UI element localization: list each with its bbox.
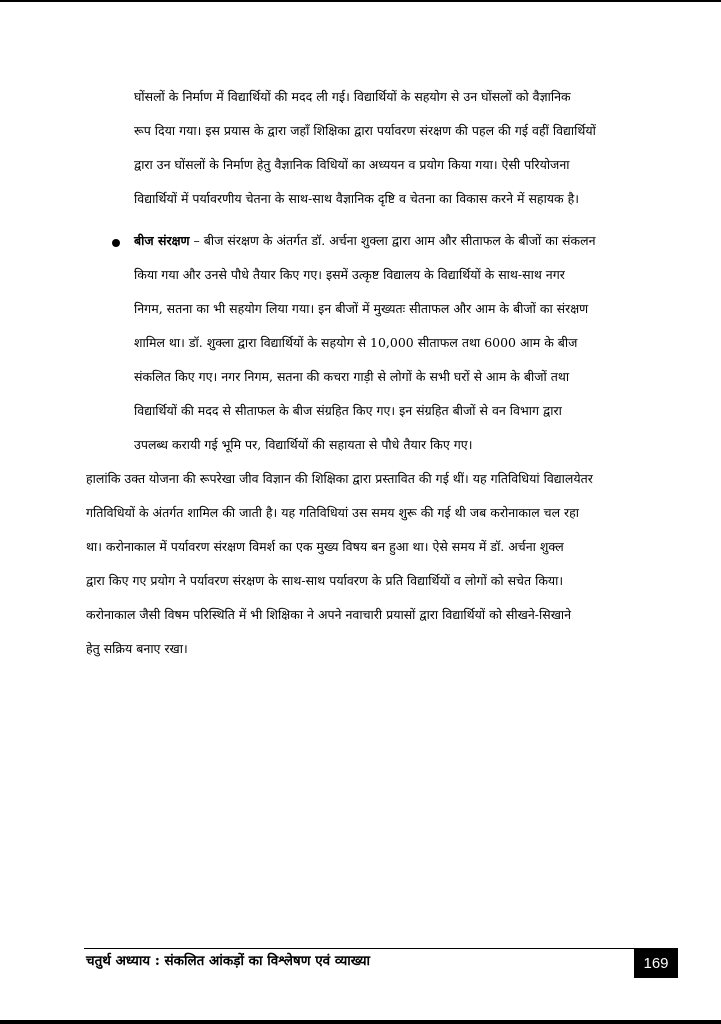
paragraph2-line-3: था। करोनाकाल में पर्यावरण संरक्षण विमर्श का एक मुख्य विषय बन हुआ था। ऐसे समय में डॉ. अर्चना शुक्ल [86,539,564,554]
page-number: 169 [634,949,678,978]
paragraph1-line-3: द्वारा उन घोंसलों के निर्माण हेतु वैज्ञानिक विधियों का अध्ययन व प्रयोग किया गया। ऐसी परियोजना [134,157,570,172]
bullet-line-5: संकलित किए गए। नगर निगम, सतना की कचरा गाड़ी से लोगों के सभी घरों से आम के बीजों तथा [134,369,570,384]
paragraph2-line-1: हालांकि उक्त योजना की रूपरेखा जीव विज्ञान की शिक्षिका द्वारा प्रस्तावित की गई थीं। यह गतिविधियां विद्यालयेतर [86,471,593,486]
bullet-line-3: निगम, सतना का भी सहयोग लिया गया। इन बीजों में मुख्यतः सीताफल और आम के बीजों का संरक्षण [134,301,589,316]
bullet-heading: बीज संरक्षण [134,233,190,248]
paragraph2-line-5: करोनाकाल जैसी विषम परिस्थिति में भी शिक्षिका ने अपने नवाचारी प्रयासों द्वारा विद्यार्थियों को सीखने-सिखाने [86,607,572,622]
paragraph2-line-2: गतिविधियों के अंतर्गत शामिल की जाती है। यह गतिविधियां उस समय शुरू की गई थी जब करोनाकाल चल रहा [86,505,580,520]
footer-chapter-title: चतुर्थ अध्याय : संकलित आंकड़ों का विश्लेषण एवं व्याख्या [86,953,371,969]
bullet-line-1 [134,232,596,250]
paragraph1-line-4: विद्यार्थियों में पर्यावरणीय चेतना के साथ-साथ वैज्ञानिक दृष्टि व चेतना का विकास करने में सहायक है। [134,191,580,206]
bullet-line-6: विद्यार्थियों की मदद से सीताफल के बीज संग्रहित किए गए। इन संग्रहित बीजों से वन विभाग द्वारा [134,403,562,418]
footer-rule [84,948,678,949]
paragraph1-line-1: घोंसलों के निर्माण में विद्यार्थियों की मदद ली गई। विद्यार्थियों के सहयोग से उन घोंसलों को वैज्ञानिक [134,89,571,104]
bullet-line-7: उपलब्ध करायी गई भूमि पर, विद्यार्थियों की सहायता से पौधे तैयार किए गए। [134,437,473,452]
page-top-border [0,0,721,2]
paragraph2-line-6: हेतु सक्रिय बनाए रखा। [86,641,188,656]
bullet-point-icon [112,239,120,247]
paragraph2-line-4: द्वारा किए गए प्रयोग ने पर्यावरण संरक्षण के साथ-साथ पर्यावरण के प्रति विद्यार्थियों व लोगों को सचेत किया। [86,573,564,588]
bullet-line-1-text: – बीज संरक्षण के अंतर्गत डॉ. अर्चना शुक्ला द्वारा आम और सीताफल के बीजों का संकलन [189,233,596,248]
page-bottom-border [0,1020,721,1024]
bullet-line-4: शामिल था। डॉ. शुक्ला द्वारा विद्यार्थियों के सहयोग से 10,000 सीताफल तथा 6000 आम के बीज [134,335,578,350]
bullet-line-2: किया गया और उनसे पौधे तैयार किए गए। इसमें उत्कृष्ट विद्यालय के विद्यार्थियों के साथ-साथ नगर [134,267,565,282]
paragraph1-line-2: रूप दिया गया। इस प्रयास के द्वारा जहाँ शिक्षिका द्वारा पर्यावरण संरक्षण की पहल की गई वहीं विद्यार्थियों [134,123,596,138]
